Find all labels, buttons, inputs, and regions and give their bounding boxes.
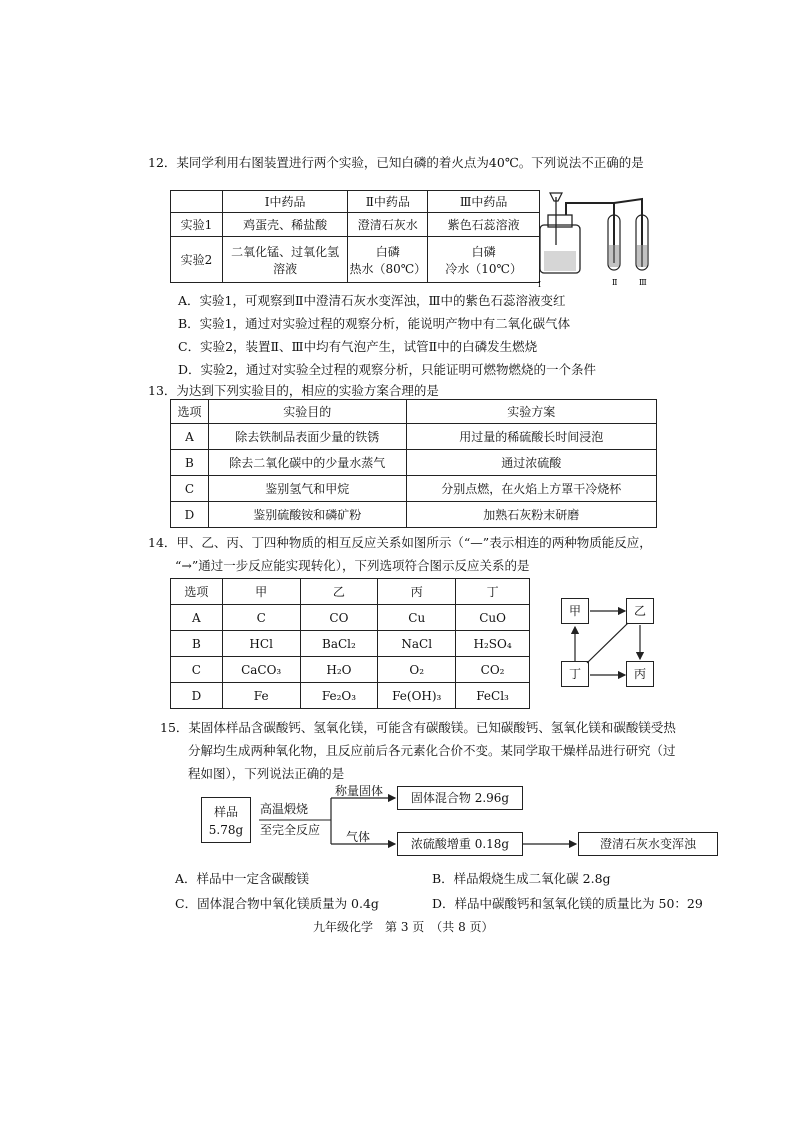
q12-cell bbox=[348, 237, 428, 283]
q12-cell-line: 溶液 bbox=[273, 261, 298, 276]
q12-cell bbox=[428, 237, 540, 283]
q12-cell-line: 白磷 bbox=[471, 244, 496, 259]
q15-stem-line2: 分解均生成两种氧化物，且反应前后各元素化合价不变。某同学取干燥样品进行研究（过 bbox=[188, 743, 676, 758]
q12-cell: 紫色石蕊溶液 bbox=[428, 213, 540, 237]
q12-cell-line: 热水（80℃） bbox=[349, 261, 427, 276]
q13-cell: 鉴别氢气和甲烷 bbox=[208, 476, 406, 502]
q13-cell: A bbox=[171, 424, 209, 450]
q13-cell: 分别点燃，在火焰上方罩干冷烧杯 bbox=[406, 476, 657, 502]
page-footer: 九年级化学 第 3 页 （共 8 页） bbox=[313, 920, 494, 934]
q12-cell-line: 冷水（10℃） bbox=[445, 261, 522, 276]
q15-stem-line3: 程如图），下列说法正确的是 bbox=[188, 766, 345, 781]
q14-cell: B bbox=[171, 631, 223, 657]
q14-cell: Cu bbox=[378, 605, 456, 631]
q12-cell-line: 二氧化锰、过氧化氢 bbox=[231, 244, 340, 259]
apparatus-label-1: Ⅰ bbox=[538, 280, 542, 289]
q14-cell: CO₂ bbox=[456, 657, 530, 683]
apparatus-label-3: Ⅲ bbox=[639, 278, 647, 287]
q14-cell: Fe(OH)₃ bbox=[378, 683, 456, 709]
q14-cell: H₂O bbox=[300, 657, 378, 683]
q13-stem: 13．为达到下列实验目的，相应的实验方案合理的是 bbox=[148, 383, 439, 398]
flow-gas-label: 气体 bbox=[346, 830, 371, 844]
q15-stem-line1: 15．某固体样品含碳酸钙、氢氧化镁，可能含有碳酸镁。已知碳酸钙、氢氧化镁和碳酸镁受热 bbox=[160, 720, 676, 735]
q15-option-c: C．固体混合物中氧化镁质量为 0.4g bbox=[175, 896, 379, 911]
q14-cell: Fe₂O₃ bbox=[300, 683, 378, 709]
q15-option-b: B．样品煅烧生成二氧化碳 2.8g bbox=[432, 871, 611, 886]
q14-cell: NaCl bbox=[378, 631, 456, 657]
q12-option-c: C．实验2，装置Ⅱ、Ⅲ中均有气泡产生，试管Ⅱ中的白磷发生燃烧 bbox=[178, 339, 538, 354]
q12-cell: 实验2 bbox=[171, 237, 223, 283]
q12-cell: 实验1 bbox=[171, 213, 223, 237]
q13-table bbox=[170, 399, 657, 528]
q14-cell: FeCl₃ bbox=[456, 683, 530, 709]
q12-stem: 12．某同学利用右图装置进行两个实验，已知白磷的着火点为40℃。下列说法不正确的是 bbox=[148, 155, 644, 170]
q14-header-cell: 丙 bbox=[378, 579, 456, 605]
node-bing: 丙 bbox=[626, 661, 654, 687]
q15-option-d: D．样品中碳酸钙和氢氧化镁的质量比为 50：29 bbox=[432, 896, 703, 911]
q14-cell: CuO bbox=[456, 605, 530, 631]
q12-apparatus bbox=[530, 185, 670, 290]
q13-header-cell: 实验方案 bbox=[406, 400, 657, 424]
q13-cell: 鉴别硫酸铵和磷矿粉 bbox=[208, 502, 406, 528]
q13-cell: 除去铁制品表面少量的铁锈 bbox=[208, 424, 406, 450]
flow-solid-label: 称量固体 bbox=[335, 784, 384, 798]
q14-cell: C bbox=[171, 657, 223, 683]
flow-acid-box: 浓硫酸增重 0.18g bbox=[397, 832, 523, 856]
q12-header-cell: Ⅲ中药品 bbox=[428, 191, 540, 213]
q12-table bbox=[170, 190, 540, 283]
q14-cell: HCl bbox=[222, 631, 300, 657]
flow-condition-2: 至完全反应 bbox=[260, 823, 321, 837]
q14-header-cell: 甲 bbox=[222, 579, 300, 605]
node-yi: 乙 bbox=[626, 598, 654, 624]
q13-cell: 除去二氧化碳中的少量水蒸气 bbox=[208, 450, 406, 476]
q12-cell bbox=[222, 237, 348, 283]
flow-sample-mass: 5.78g bbox=[208, 823, 244, 837]
q13-header-cell: 选项 bbox=[171, 400, 209, 424]
apparatus-label-2: Ⅱ bbox=[612, 278, 618, 287]
q15-option-a: A．样品中一定含碳酸镁 bbox=[175, 871, 310, 886]
q14-header-cell: 乙 bbox=[300, 579, 378, 605]
q12-cell-line: 白磷 bbox=[375, 244, 400, 259]
flow-condition-1: 高温煅烧 bbox=[260, 802, 309, 816]
q13-cell: B bbox=[171, 450, 209, 476]
q12-header-cell bbox=[171, 191, 223, 213]
flow-arrows bbox=[251, 780, 581, 860]
q14-stem-line1: 14．甲、乙、丙、丁四种物质的相互反应关系如图所示（“—”表示相连的两种物质能反应， bbox=[148, 535, 652, 550]
q13-cell: 通过浓硫酸 bbox=[406, 450, 657, 476]
q12-header-cell: Ⅱ中药品 bbox=[348, 191, 428, 213]
q14-cell: CaCO₃ bbox=[222, 657, 300, 683]
q12-cell: 鸡蛋壳、稀盐酸 bbox=[222, 213, 348, 237]
flow-sample-label: 样品 bbox=[213, 805, 238, 819]
q13-cell: 加熟石灰粉末研磨 bbox=[406, 502, 657, 528]
q12-option-a: A．实验1，可观察到Ⅱ中澄清石灰水变浑浊，Ⅲ中的紫色石蕊溶液变红 bbox=[178, 293, 566, 308]
q14-cell: C bbox=[222, 605, 300, 631]
flow-limewater-box: 澄清石灰水变浑浊 bbox=[578, 832, 718, 856]
q14-cell: Fe bbox=[222, 683, 300, 709]
q14-cell: A bbox=[171, 605, 223, 631]
q12-option-d: D．实验2，通过对实验全过程的观察分析，只能证明可燃物燃烧的一个条件 bbox=[178, 362, 596, 377]
flow-solid-box: 固体混合物 2.96g bbox=[397, 786, 523, 810]
flow-sample-box bbox=[201, 797, 251, 843]
q14-header-cell: 丁 bbox=[456, 579, 530, 605]
q14-cell: D bbox=[171, 683, 223, 709]
node-ding: 丁 bbox=[561, 661, 589, 687]
q14-table bbox=[170, 578, 530, 709]
q14-cell: BaCl₂ bbox=[300, 631, 378, 657]
q14-stem-line2: “→”通过一步反应能实现转化），下列选项符合图示反应关系的是 bbox=[175, 558, 530, 573]
q14-cell: CO bbox=[300, 605, 378, 631]
q13-header-cell: 实验目的 bbox=[208, 400, 406, 424]
q12-header-cell: Ⅰ中药品 bbox=[222, 191, 348, 213]
q14-cell: H₂SO₄ bbox=[456, 631, 530, 657]
q14-cell: O₂ bbox=[378, 657, 456, 683]
q12-cell: 澄清石灰水 bbox=[348, 213, 428, 237]
q13-cell: D bbox=[171, 502, 209, 528]
node-jia: 甲 bbox=[561, 598, 589, 624]
q13-cell: 用过量的稀硫酸长时间浸泡 bbox=[406, 424, 657, 450]
q12-option-b: B．实验1，通过对实验过程的观察分析，能说明产物中有二氧化碳气体 bbox=[178, 316, 571, 331]
q14-header-cell: 选项 bbox=[171, 579, 223, 605]
q14-diagram-arrows bbox=[555, 595, 660, 691]
q13-cell: C bbox=[171, 476, 209, 502]
